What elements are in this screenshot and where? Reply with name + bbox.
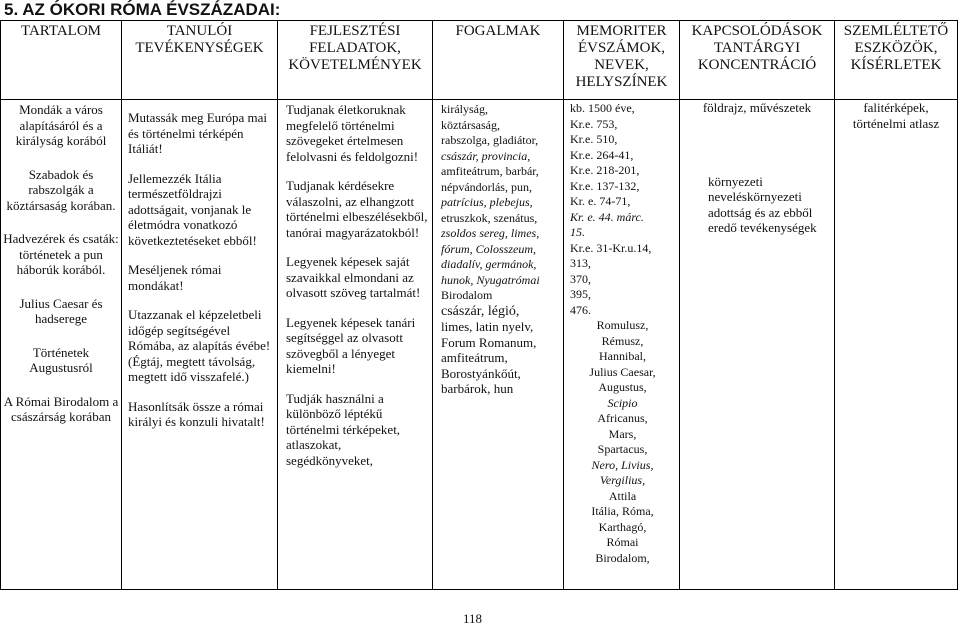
memoriter-item: Rémusz, xyxy=(601,333,644,348)
header-tools: SZEMLÉLTETŐ ESZKÖZÖK, KÍSÉRLETEK xyxy=(835,21,958,100)
task-item: Tudjanak életkoruknak megfelelő történelmi szövegeket értelmesen felolvasni és feldolgozni! xyxy=(286,102,419,164)
page-number: 118 xyxy=(463,611,483,626)
concept-item: hunok, Nyugatrómai xyxy=(441,272,540,287)
memoriter-item: Augustus, xyxy=(598,380,647,394)
body-row xyxy=(1,100,958,590)
tools-item: falitérképek, történelmi atlasz xyxy=(852,100,940,131)
connection-item: környezeti neveléskörnyezeti adottság és az ebből eredő tevékenységek xyxy=(708,173,817,235)
concepts-list xyxy=(441,102,559,397)
curriculum-table xyxy=(0,20,958,590)
header-row xyxy=(1,21,958,100)
header-content: TARTALOM xyxy=(1,21,122,100)
memoriter-item: Romulusz, xyxy=(596,318,649,332)
activities-cell xyxy=(122,100,278,590)
header-tasks: FEJLESZTÉSI FELADATOK, KÖVETELMÉNYEK xyxy=(278,21,433,100)
memoriter-item: Római xyxy=(606,535,639,549)
memoriter-item: Karthagó, xyxy=(598,519,647,534)
task-item: Tudjanak kérdésekre válaszolni, az elhangzott történelmi elbeszélésekből, tanórai magyarázatokból! xyxy=(286,178,428,240)
memoriter-item: kb. 1500 éve, xyxy=(570,101,635,115)
content-cell xyxy=(1,100,122,590)
memoriter-item: Kr.e. 264-41, xyxy=(570,147,634,162)
memoriter-item: Itália, Róma, xyxy=(591,504,654,518)
content-item: A Római Birodalom a császárság korában xyxy=(3,393,119,424)
memoriter-item: 395, xyxy=(570,287,591,301)
concept-item: királyság, xyxy=(441,102,488,116)
memoriter-item: Mars, xyxy=(608,426,637,441)
memoriter-item: Africanus, xyxy=(597,411,648,425)
activity-item: Mutassák meg Európa mai és történelmi térképén Itáliát! xyxy=(128,110,267,156)
memoriter-item: Scipio xyxy=(607,395,638,410)
memoriter-item: Birodalom, xyxy=(595,550,650,565)
activity-item: Utazzanak el képzeletbeli időgép segítségével Rómába, az alapítás évébe! (Égtáj, megtett távolság, megtett idő visszafelé.) xyxy=(128,307,271,384)
content-item: Mondák a város alapításáról és a királyság korából xyxy=(15,102,107,148)
concepts-cell xyxy=(433,100,564,590)
concept-item: köztársaság, xyxy=(441,117,500,132)
memoriter-item: Nero, Livius, xyxy=(591,457,654,472)
concept-item: fórum, Colosszeum, xyxy=(441,241,537,256)
page-title: 5. AZ ÓKORI RÓMA ÉVSZÁZADAI: xyxy=(4,0,281,19)
activity-item: Jellemezzék Itália természetföldrajzi adottságait, vonjanak le életmódra vonatkozó következtetéseket ebből! xyxy=(128,170,257,248)
memoriter-item: 476. xyxy=(570,302,591,317)
content-item: Julius Caesar és hadserege xyxy=(19,295,103,326)
memoriter-list xyxy=(570,101,675,566)
tasks-cell xyxy=(278,100,433,590)
activity-item: Hasonlítsák össze a római királyi és konzuli hivatalt! xyxy=(128,398,265,429)
memoriter-cell xyxy=(564,100,680,590)
concept-item: Birodalom xyxy=(441,288,493,302)
concept-item: etruszkok, szenátus, xyxy=(441,210,538,225)
memoriter-item: Kr.e. 137-132, xyxy=(570,178,640,193)
activity-item: Meséljenek római mondákat! xyxy=(128,262,222,293)
tools-cell xyxy=(835,100,958,590)
concept-item: patrícius, plebejus, xyxy=(441,195,533,209)
concept-item: Forum Romanum, xyxy=(441,334,537,350)
memoriter-item: Attila xyxy=(608,488,637,503)
memoriter-item: Hannibal, xyxy=(599,349,646,363)
concept-item: limes, latin nyelv, xyxy=(441,319,534,334)
concept-item: rabszolga, gladiátor, xyxy=(441,133,539,147)
memoriter-item: 370, xyxy=(570,271,591,286)
concept-item: zsoldos sereg, limes, xyxy=(441,226,540,240)
header-activities: TANULÓI TEVÉKENYSÉGEK xyxy=(122,21,278,100)
memoriter-item: Julius Caesar, xyxy=(589,364,656,379)
task-item: Legyenek képesek tanári segítséggel az olvasott szövegből a lényeget kiemelni! xyxy=(286,314,416,376)
concept-item: barbárok, hun xyxy=(441,381,514,396)
memoriter-item: Kr. e. 74-71, xyxy=(570,194,631,208)
content-item: Történetek Augustusról xyxy=(29,344,93,375)
task-item: Legyenek képesek saját szavaikkal elmondani az olvasott szöveg tartalmát! xyxy=(286,254,421,300)
concept-item: császár, légió, xyxy=(441,303,520,319)
concept-item: amfiteátrum, barbár, xyxy=(441,164,539,178)
memoriter-item: Kr.e. 510, xyxy=(570,132,618,146)
header-memoriter: MEMORITER ÉVSZÁMOK, NEVEK, HELYSZÍNEK xyxy=(564,21,680,100)
connections-cell xyxy=(680,100,835,590)
header-concepts: FOGALMAK xyxy=(433,21,564,100)
memoriter-item: 15. xyxy=(570,225,585,239)
concept-item: Borostyánkőút, xyxy=(441,365,521,381)
concept-item: császár, provincia, xyxy=(441,148,531,163)
memoriter-item: Kr. e. 44. márc. xyxy=(570,209,644,224)
memoriter-item: Vergilius, xyxy=(599,473,646,487)
concept-item: diadalív, germánok, xyxy=(441,257,537,271)
header-connections: KAPCSOLÓDÁSOK TANTÁRGYI KONCENTRÁCIÓ xyxy=(680,21,835,100)
memoriter-item: Kr.e. 31-Kr.u.14, xyxy=(570,240,652,255)
memoriter-item: 313, xyxy=(570,256,591,270)
task-item: Tudják használni a különböző léptékű történelmi térképeket, atlaszokat, segédkönyveket, xyxy=(286,390,401,468)
content-item: Szabadok és rabszolgák a köztársaság korában. xyxy=(6,166,116,213)
connection-item: földrajz, művészetek xyxy=(702,100,812,115)
memoriter-item: Spartacus, xyxy=(597,442,648,456)
concept-item: népvándorlás, pun, xyxy=(441,179,532,194)
concept-item: amfiteátrum, xyxy=(441,350,508,365)
memoriter-item: Kr.e. 753, xyxy=(570,116,618,131)
memoriter-item: Kr.e. 218-201, xyxy=(570,163,640,177)
content-item: Hadvezérek és csaták: történetek a pun háborúk korából. xyxy=(3,231,119,277)
